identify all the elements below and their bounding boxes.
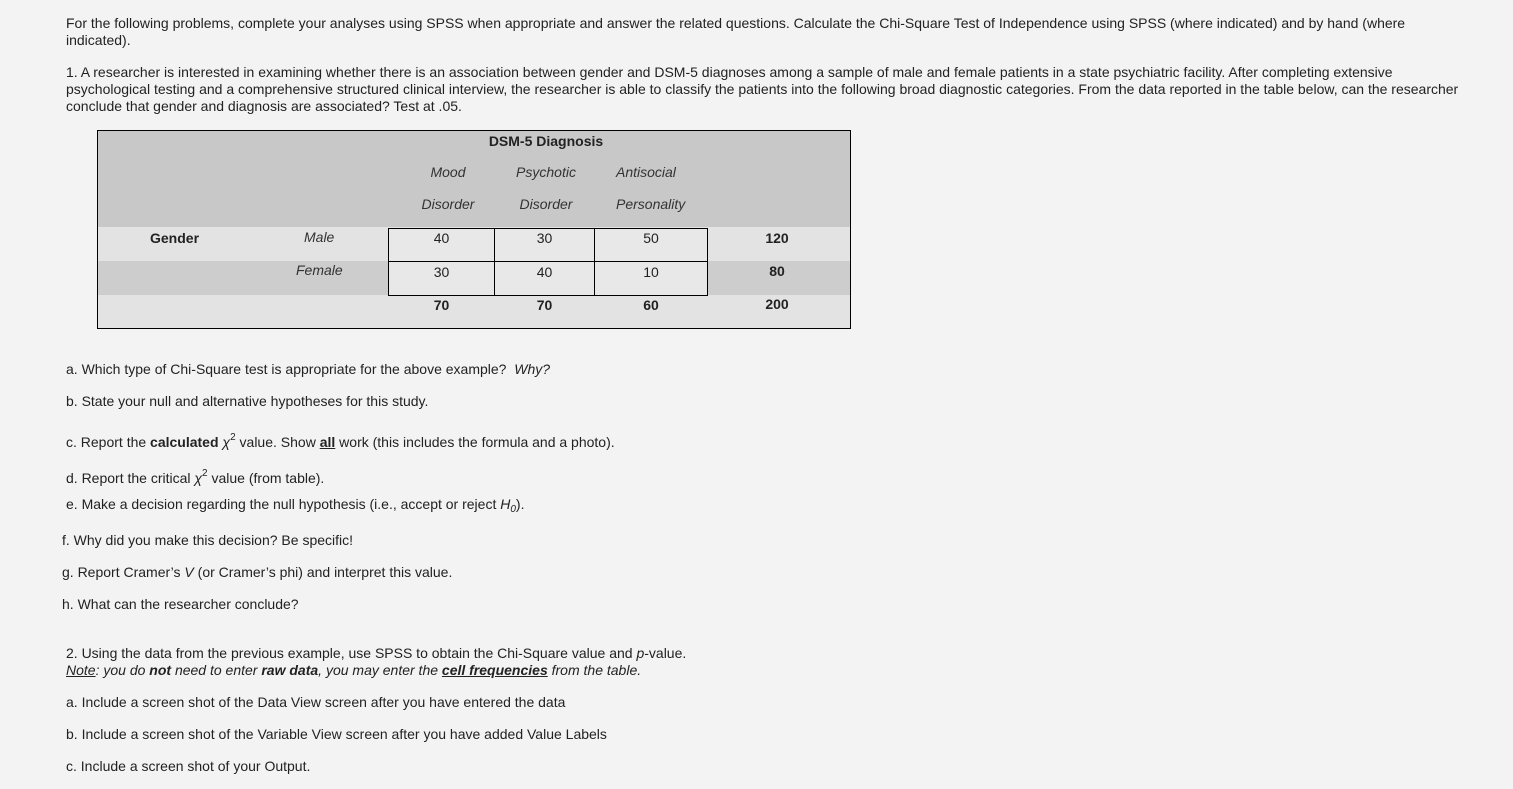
row-label-female: Female	[296, 262, 343, 278]
question-1d: d. Report the critical $\chi^2$ value (from table).	[66, 468, 325, 486]
question-1e: e. Make a decision regarding the null hypothesis (i.e., accept or reject $H_0$).	[66, 496, 525, 515]
row-header-gender: Gender	[150, 230, 200, 246]
col-header-psychotic-line2: Disorder	[519, 196, 573, 212]
cell-female-antisocial: 10	[594, 261, 708, 296]
row-label-male: Male	[304, 229, 335, 245]
total-mood: 70	[433, 297, 450, 313]
question-2c: c. Include a screen shot of your Output.	[66, 758, 311, 774]
intro-paragraph: For the following problems, complete your analyses using SPSS when appropriate and answer the related questions. Calculate the Chi-Square Test of Independence using SPSS (where indicated) and by hand (where indicated).	[66, 15, 1406, 48]
cell-male-mood: 40	[388, 228, 495, 262]
question-2a: a. Include a screen shot of the Data View screen after you have entered the data	[66, 694, 566, 710]
cell-male-psychotic: 30	[494, 228, 595, 262]
total-female: 80	[769, 263, 785, 279]
problem-2-line1: 2. Using the data from the previous example, use SPSS to obtain the Chi-Square value and p-value.	[66, 645, 687, 661]
question-1h: h. What can the researcher conclude?	[62, 596, 299, 612]
total-male: 120	[765, 230, 789, 246]
total-psychotic: 70	[536, 297, 553, 313]
question-1c: c. Report the calculated $\chi^2$ value. Show all work (this includes the formula and a photo).	[66, 432, 615, 450]
problem-1-text: 1. A researcher is interested in examining whether there is an association between gender and DSM-5 diagnoses among a sample of male and female patients in a state psychiatric facility. After completing extensive psychological testing and a comprehensive structured clinical interview, the researcher is able to classify the patients into the following broad diagnostic categories. From the data reported in the table below, can the researcher conclude that gender and diagnosis are associated? Test at .05.	[66, 64, 1459, 114]
question-1f: f. Why did you make this decision? Be specific!	[62, 532, 354, 548]
col-header-psychotic-line1: Psychotic	[516, 164, 576, 180]
question-1a: a. Which type of Chi-Square test is appropriate for the above example? Why?	[66, 361, 551, 377]
cell-female-psychotic: 40	[494, 261, 595, 296]
total-grand: 200	[765, 296, 789, 312]
table-title: DSM-5 Diagnosis	[488, 133, 604, 149]
col-header-antisocial-line2: Personality	[616, 196, 686, 212]
cell-male-antisocial: 50	[594, 228, 708, 262]
col-header-mood-line2: Disorder	[421, 196, 475, 212]
question-1g: g. Report Cramer’s V (or Cramer’s phi) and interpret this value.	[62, 564, 453, 580]
col-header-antisocial-line1: Antisocial	[616, 164, 676, 180]
total-antisocial: 60	[643, 297, 659, 313]
question-2b: b. Include a screen shot of the Variable View screen after you have added Value Labels	[66, 726, 607, 742]
cell-female-mood: 30	[388, 261, 495, 296]
problem-2-note: Note: you do not need to enter raw data, you may enter the cell frequencies from the table.	[66, 662, 642, 678]
crosstab-table	[97, 130, 851, 329]
question-1b: b. State your null and alternative hypotheses for this study.	[66, 393, 429, 409]
col-header-mood-line1: Mood	[430, 164, 466, 180]
